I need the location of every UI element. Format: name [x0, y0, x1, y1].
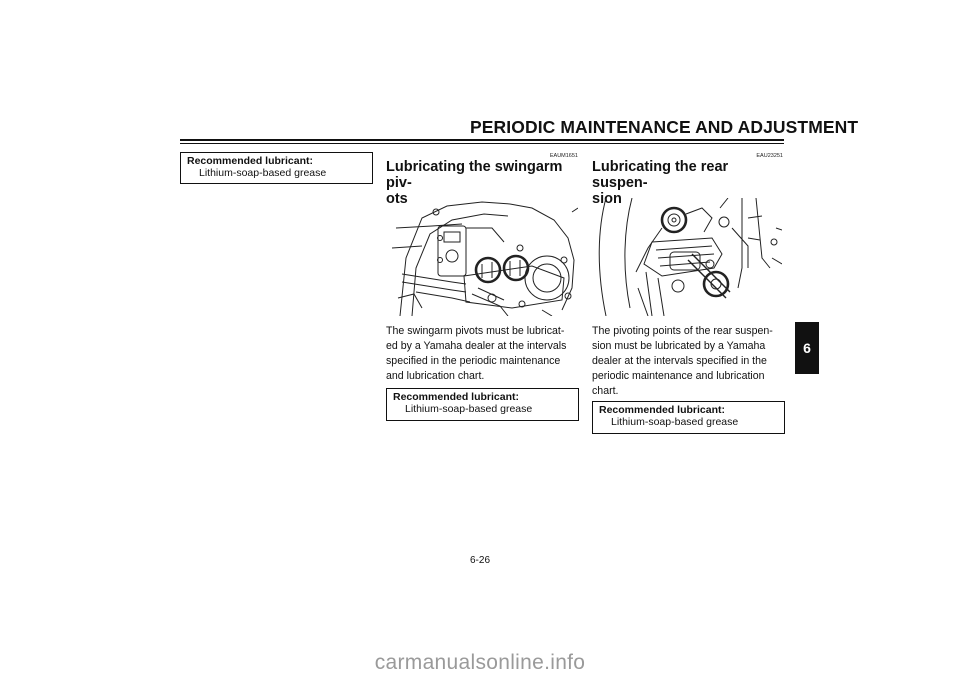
swingarm-pivot-illustration [392, 198, 578, 316]
page-number: 6-26 [469, 555, 490, 566]
lubricant-box-value: Lithium-soap-based grease [199, 167, 327, 179]
section-code-rear-suspension: EAU23251 [756, 153, 783, 159]
watermark: carmanualsonline.info [374, 651, 586, 674]
lubricant-box-col1 [180, 152, 373, 184]
section-heading-swingarm: Lubricating the swingarm piv- ots [386, 159, 563, 207]
lubricant-box-col2 [386, 388, 579, 421]
section-code-swingarm: EAUM1651 [549, 153, 578, 159]
lubricant-box-title: Recommended lubricant: [393, 391, 520, 403]
chapter-tab: 6 [795, 322, 819, 374]
lubricant-box-title: Recommended lubricant: [187, 155, 314, 167]
header-rule-thin [180, 143, 784, 144]
body-text-swingarm: The swingarm pivots must be lubricat- ed by a Yamaha dealer at the intervals specified in the periodic maintenance and lubrication chart. [386, 325, 567, 382]
section-heading-rear-suspension: Lubricating the rear suspen- sion [592, 159, 729, 207]
rear-suspension-illustration [592, 198, 782, 316]
body-text-rear-suspension: The pivoting points of the rear suspen- sion must be lubricated by a Yamaha dealer at the intervals specified in the periodic maintenance and lubrication chart. [592, 325, 773, 397]
page-header-title: PERIODIC MAINTENANCE AND ADJUSTMENT [470, 117, 859, 137]
lubricant-box-title: Recommended lubricant: [599, 404, 726, 416]
lubricant-box-value: Lithium-soap-based grease [405, 403, 533, 415]
header-rule-thick [180, 139, 784, 141]
lubricant-box-col3 [592, 401, 785, 434]
lubricant-box-value: Lithium-soap-based grease [611, 416, 739, 428]
